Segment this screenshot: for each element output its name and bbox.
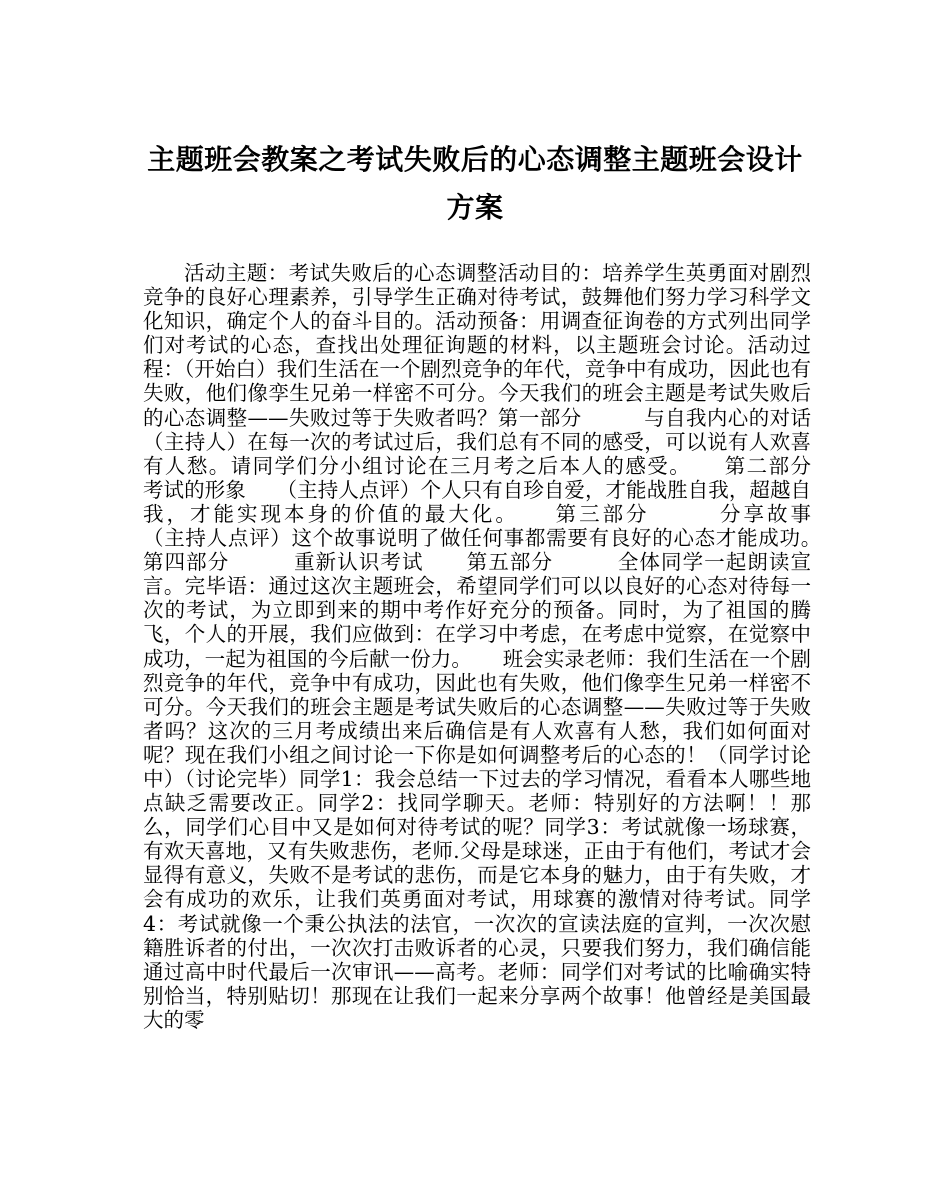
document-body-paragraph: 活动主题：考试失败后的心态调整活动目的：培养学生英勇面对剧烈竞争的良好心理素养，引导学生正确对待考试，鼓舞他们努力学习科学文化知识，确定个人的奋斗目的。活动预备：用调查征询卷的方式列出同学们对考试的心态，查找出处理征询题的材料，以主题班会讨论。活动过程：（开始白）我们生活在一个剧烈竞争的年代，竞争中有成功，因此也有失败，他们像孪生兄弟一样密不可分。今天我们的班会主题是考试失败后的心态调整——失败过等于失败者吗？第一部分 与自我内心的对话 （主持人）在每一次的考试过后，我们总有不同的感受，可以说有人欢喜有人愁。请同学们分小组讨论在三月考之后本人的感受。 第二部分 考试的形象 （主持人点评）个人只有自珍自爱，才能战胜自我，超越自我，才能实现本身的价值的最大化。 第三部分 分享故事 （主持人点评）这个故事说明了做任何事都需要有良好的心态才能成功。 第四部分 重新认识考试 第五部分 全体同学一起朗读宣言。完毕语：通过这次主题班会，希望同学们可以以良好的心态对待每一次的考试，为立即到来的期中考作好充分的预备。同时，为了祖国的腾飞，个人的开展，我们应做到：在学习中考虑，在考虑中觉察，在觉察中成功，一起为祖国的今后献一份力。 班会实录老师：我们生活在一个剧烈竞争的年代，竞争中有成功，因此也有失败，他们像孪生兄弟一样密不可分。今天我们的班会主题是考试失败后的心态调整——失败过等于失败者吗？这次的三月考成绩出来后确信是有人欢喜有人愁，我们如何面对呢？现在我们小组之间讨论一下你是如何调整考后的心态的！（同学讨论中）（讨论完毕）同学1：我会总结一下过去的学习情况，看看本人哪些地点缺乏需要改正。同学2：找同学聊天。老师：特别好的方法啊！！那么，同学们心目中又是如何对待考试的呢？同学3：考试就像一场球赛，有欢天喜地，又有失败悲伤，老师.父母是球迷，正由于有他们，考试才会显得有意义，失败不是考试的悲伤，而是它本身的魅力，由于有失败，才会有成功的欢乐，让我们英勇面对考试，用球赛的激情对待考试。同学4：考试就像一个秉公执法的法官，一次次的宣读法庭的宣判，一次次慰籍胜诉者的付出，一次次打击败诉者的心灵，只要我们努力，我们确信能通过高中时代最后一次审讯——高考。老师：同学们对考试的比喻确实特别恰当，特别贴切！那现在让我们一起来分享两个故事！他曾经是美国最大的零 xyxy=(143,261,893,1032)
document-title: 主题班会教案之考试失败后的心态调整主题班会设计方案 xyxy=(147,143,803,224)
